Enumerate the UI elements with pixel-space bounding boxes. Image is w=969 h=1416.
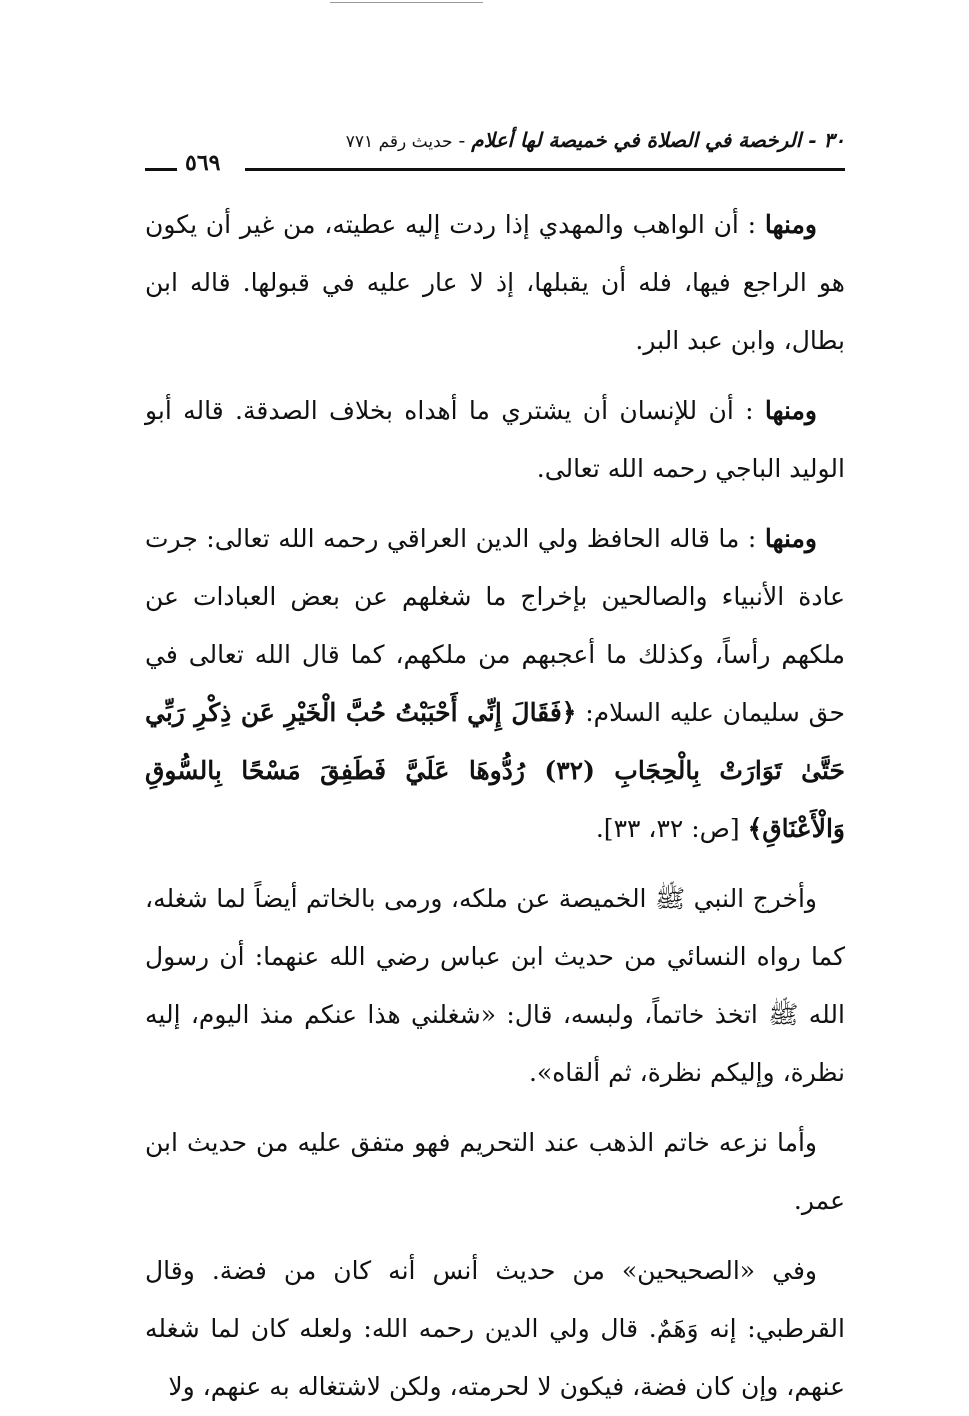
page-number: ٥٦٩ xyxy=(185,150,221,176)
paragraph-text: : أن للإنسان أن يشتري ما أهداه بخلاف الصدقة. قاله أبو الوليد الباجي رحمه الله تعالى. xyxy=(145,396,845,483)
paragraph-lead: ومنها xyxy=(764,210,817,239)
paragraph-text: وأما نزعه خاتم الذهب عند التحريم فهو متفق عليه من حديث ابن عمر. xyxy=(145,1128,845,1215)
paragraph xyxy=(145,870,845,1102)
paragraph-lead: ومنها xyxy=(764,524,817,553)
page-number-dash xyxy=(145,168,177,171)
paragraph xyxy=(145,510,845,858)
title-separator: - xyxy=(458,128,466,152)
paragraph-text: : أن الواهب والمهدي إذا ردت إليه عطيته، من غير أن يكون هو الراجع فيها، فله أن يقبلها، إذ لا عار عليه في قبولها. قاله ابن بطال، وابن عبد البر. xyxy=(145,210,845,355)
paragraph xyxy=(145,196,845,370)
header-rule xyxy=(245,168,845,171)
hadith-number: حديث رقم ٧٧١ xyxy=(345,132,453,152)
paragraph-lead: ومنها xyxy=(764,396,817,425)
running-title xyxy=(346,128,845,152)
chapter-title: ٣٠ - الرخصة في الصلاة في خميصة لها أعلام xyxy=(471,128,845,152)
running-header xyxy=(145,128,845,178)
page-body xyxy=(145,196,845,1416)
paragraph xyxy=(145,1114,845,1230)
paragraph xyxy=(145,1242,845,1416)
paragraph-text: : ما قاله الحافظ ولي الدين العراقي رحمه الله تعالى: جرت عادة الأنبياء والصالحين بإخراج ما شغلهم عن بعض العبادات عن ملكهم رأساً، وكذلك ما أعجبهم من ملكهم، كما قال الله تعالى في حق سليمان عليه السلام: xyxy=(145,524,845,727)
paragraph xyxy=(145,382,845,498)
paragraph-text: وأخرج النبي ﷺ الخميصة عن ملكه، ورمى بالخاتم أيضاً لما شغله، كما رواه النسائي من حديث ابن عباس رضي الله عنهما: أن رسول الله ﷺ اتخذ خاتماً، ولبسه، قال: «شغلني هذا عنكم منذ اليوم، إليه نظرة، وإليكم نظرة، ثم ألقاه». xyxy=(145,884,845,1087)
verse-reference: [ص: ٣٢، ٣٣]. xyxy=(595,814,748,843)
quran-verse: ﴿فَقَالَ إِنِّي أَحْبَبْتُ حُبَّ الْخَيْرِ عَن ذِكْرِ رَبِّي حَتَّىٰ تَوَارَتْ بِالْحِجَابِ (٣٢) رُدُّوهَا عَلَيَّ فَطَفِقَ مَسْحًا بِالسُّوقِ وَالْأَعْنَاقِ﴾ xyxy=(145,698,845,843)
paragraph-text: وفي «الصحيحين» من حديث أنس أنه كان من فضة. وقال القرطبي: إنه وَهَمٌ. قال ولي الدين رحمه الله: ولعله كان لما شغله عنهم، وإن كان فضة، فيكون لا لحرمته، ولكن لاشتغاله به عنهم، ولا xyxy=(145,1256,845,1401)
top-rule xyxy=(330,2,483,3)
